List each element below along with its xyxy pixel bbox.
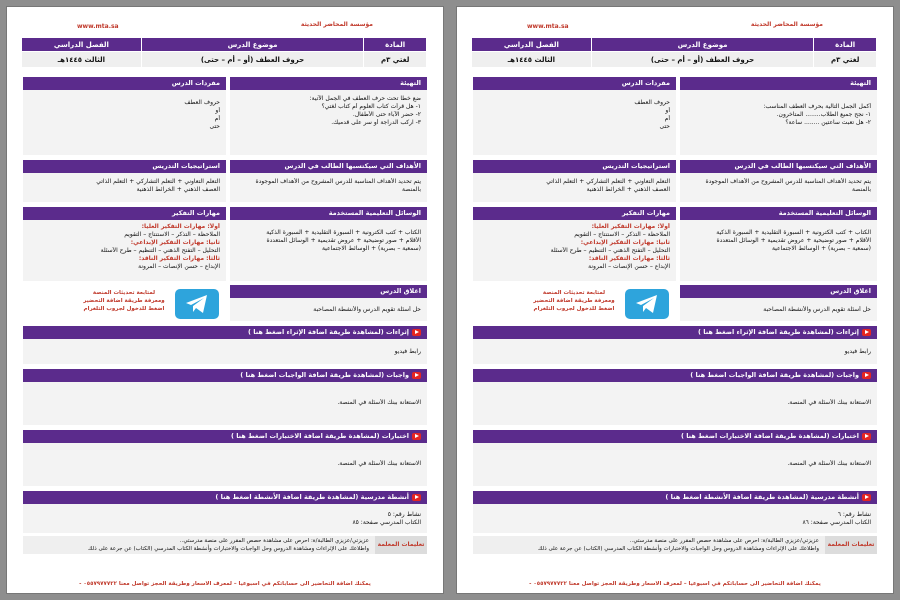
homework-box xyxy=(23,369,427,425)
tamheed-item: ١- هل قرأت كتاب العلوم أم كتاب لغتي؟ xyxy=(321,103,421,110)
tamheed-intro: أكمل الجمل التالية بحرف العطف المناسب: xyxy=(763,103,871,110)
strategies-title: استراتيجيات التدريس xyxy=(473,160,676,173)
aids-line: الكتاب + كتب الكترونية + السبورة التقليدية + السبورة الذكية xyxy=(716,229,871,236)
tamheed-item: ٣- اركب الدراجة أو سر على قدميك. xyxy=(331,119,421,126)
notes-label: تعليمات المعلمة xyxy=(825,536,877,554)
mufradat-item: أو xyxy=(665,107,670,114)
subject-value: لغتي ٣م xyxy=(364,52,427,68)
tamheed-item: ٢- هل تعبت ساعتين ........ ساعة؟ xyxy=(785,119,871,126)
goals-title: الأهداف التي سيكتسبها الطالب في الدرس xyxy=(680,160,877,173)
skills-l3-title: ثالثاً: مهارات التفكير الناقد: xyxy=(138,255,220,262)
aids-line: الأقلام + صور توضيحية + عروض تقديمية + الوسائل المتعددة xyxy=(266,237,421,244)
strategies-line: التعلم التعاوني + التعلم التشاركي + التعلم الذاتي xyxy=(96,178,220,185)
aids-box xyxy=(680,207,877,281)
youtube-icon[interactable] xyxy=(862,372,871,379)
topic-header: موضوع الدرس xyxy=(141,38,364,52)
activities-title[interactable]: أنشطة مدرسية (لمشاهدة طريقة اضافة الأنشطة اضغط هنا ) xyxy=(23,491,427,504)
skills-l2: التحليل – التفتح الذهني – التنظيم – طرح الأسئلة xyxy=(100,247,220,254)
tests-title[interactable]: اختبارات (لمشاهدة طريقة اضافة الاختبارات اضغط هنا ) xyxy=(23,430,427,443)
page-footer: يمكنك اضافة التحاضير الى حساباتكم في اسبوعيا – لمعرف الاسعار وطريقة الحجز تواصل معنا ٠٥٥٧٩٧٧٧٢٢ - xyxy=(79,581,371,587)
mufradat-box xyxy=(473,77,676,155)
tamheed-box xyxy=(230,77,427,155)
tamheed-title: التهيئة xyxy=(680,77,877,90)
tests-box xyxy=(23,430,427,486)
strategies-title: استراتيجيات التدريس xyxy=(23,160,226,173)
enrich-text: رابط فيديو xyxy=(844,348,871,355)
strategies-line: العصف الذهني + الخرائط الذهنية xyxy=(136,186,220,193)
page-header xyxy=(457,11,893,33)
tests-text: الاستعانة ببنك الأسئلة في المنصة. xyxy=(337,460,421,467)
page-footer: يمكنك اضافة التحاضير الى حساباتكم في اسبوعيا – لمعرف الاسعار وطريقة الحجز تواصل معنا ٠٥٥٧٩٧٧٧٢٢ - xyxy=(529,581,821,587)
enrich-box xyxy=(473,326,877,364)
strategies-line: العصف الذهني + الخرائط الذهنية xyxy=(586,186,670,193)
tamheed-item: ٢- حضر الآباء حتى الأطفال. xyxy=(352,111,421,118)
activities-box xyxy=(473,491,877,533)
enrich-title[interactable]: إثراءات (لمشاهدة طريقة اضافة الإثراء اضغط هنا ) xyxy=(23,326,427,339)
youtube-icon[interactable] xyxy=(412,329,421,336)
enrich-title[interactable]: إثراءات (لمشاهدة طريقة اضافة الإثراء اضغط هنا ) xyxy=(473,326,877,339)
org-name: مؤسسة المحاضر الحديثة xyxy=(300,21,373,28)
tests-text: الاستعانة ببنك الأسئلة في المنصة. xyxy=(787,460,871,467)
closing-title: اغلاق الدرس xyxy=(680,285,877,298)
mufradat-item: أو xyxy=(215,107,220,114)
goals-box xyxy=(680,160,877,202)
youtube-icon[interactable] xyxy=(862,433,871,440)
homework-text: الاستعانة ببنك الأسئلة في المنصة. xyxy=(337,399,421,406)
mufradat-item: حروف العطف xyxy=(634,99,670,106)
skills-l1: الملاحظة – التذكر – الاستنتاج – التقويم xyxy=(574,231,670,238)
prep-page-left xyxy=(6,6,444,594)
skills-l1-title: أولاً: مهارات التفكير العليا: xyxy=(591,223,670,230)
skills-l1-title: أولاً: مهارات التفكير العليا: xyxy=(141,223,220,230)
tamheed-title: التهيئة xyxy=(230,77,427,90)
closing-box xyxy=(230,285,427,321)
skills-box xyxy=(23,207,226,281)
mufradat-item: حتى xyxy=(659,123,670,130)
aids-line: (سمعية – بصرية) + الوسائط الاجتماعية xyxy=(321,245,421,252)
goals-text: يتم تحديد الأهداف المناسبة للدرس المشروح من الأهداف الموجودة بالمنصة xyxy=(255,178,421,193)
teacher-notes: تعليمات المعلمة عزيزتي/عزيزي الطالبة/ة: احرص على مشاهدة حصص المقرر على منصة مدرستي.. واطلاعك على الإثراءات ومشاهدة الدروس وحل الواجبات والاختبارات وأنشطة الكتاب المدرسي (الكتاب) عن جرعة على ذلك xyxy=(473,536,877,554)
activities-title[interactable]: أنشطة مدرسية (لمشاهدة طريقة اضافة الأنشطة اضغط هنا ) xyxy=(473,491,877,504)
subject-header: المادة xyxy=(364,38,427,52)
term-header: الفصل الدراسي xyxy=(22,38,142,52)
teacher-notes: تعليمات المعلمة عزيزتي/عزيزي الطالبة/ة: احرص على مشاهدة حصص المقرر على منصة مدرستي.. واطلاعك على الإثراءات ومشاهدة الدروس وحل الواجبات والاختبارات وأنشطة الكتاب المدرسي (الكتاب) عن جرعة على ذلك xyxy=(23,536,427,554)
topic-value: حروف العطف (أو – أم – حتى) xyxy=(141,52,364,68)
enrich-text: رابط فيديو xyxy=(394,348,421,355)
tests-title[interactable]: اختبارات (لمشاهدة طريقة اضافة الاختبارات اضغط هنا ) xyxy=(473,430,877,443)
mufradat-box xyxy=(23,77,226,155)
youtube-icon[interactable] xyxy=(412,494,421,501)
aids-line: الأقلام + صور توضيحية + عروض تقديمية + الوسائل المتعددة xyxy=(716,237,871,244)
youtube-icon[interactable] xyxy=(412,433,421,440)
goals-text: يتم تحديد الأهداف المناسبة للدرس المشروح من الأهداف الموجودة بالمنصة xyxy=(705,178,871,193)
homework-text: الاستعانة ببنك الأسئلة في المنصة. xyxy=(787,399,871,406)
aids-line: (سمعية – بصرية) + الوسائط الاجتماعية xyxy=(771,245,871,252)
tamheed-box xyxy=(680,77,877,155)
site-link[interactable]: www.mta.sa xyxy=(77,23,119,30)
skills-l3: الإبداع – حسن الإنصات – المرونة xyxy=(138,263,220,270)
telegram-promo-text[interactable]: لمتابعة تحديثات المنصة ومعرفة طريقة اضافة التحضير اضغط للدخول لجروب التلغرام xyxy=(533,290,615,312)
aids-line: الكتاب + كتب الكترونية + السبورة التقليدية + السبورة الذكية xyxy=(266,229,421,236)
page-header xyxy=(7,11,443,33)
mufradat-item: أم xyxy=(664,115,670,122)
aids-title: الوسائل التعليمية المستخدمة xyxy=(230,207,427,220)
mufradat-title: مفردات الدرس xyxy=(23,77,226,90)
term-value: الثالث ١٤٤٥هـ xyxy=(472,52,592,68)
site-link[interactable]: www.mta.sa xyxy=(527,23,569,30)
telegram-icon[interactable] xyxy=(175,289,219,319)
mufradat-item: حروف العطف xyxy=(184,99,220,106)
prep-page-right xyxy=(456,6,894,594)
topic-value: حروف العطف (أو – أم – حتى) xyxy=(591,52,814,68)
activity-page: الكتاب المدرسي صفحة: ٨٥ xyxy=(352,519,421,526)
org-name: مؤسسة المحاضر الحديثة xyxy=(750,21,823,28)
telegram-promo-text[interactable]: لمتابعة تحديثات المنصة ومعرفة طريقة اضافة التحضير اضغط للدخول لجروب التلغرام xyxy=(83,290,165,312)
closing-text: حل أسئلة تقويم الدرس والأنشطة المصاحبة xyxy=(313,306,421,313)
lesson-info-table xyxy=(471,37,877,68)
skills-title: مهارات التفكير xyxy=(23,207,226,220)
skills-l1: الملاحظة – التذكر – الاستنتاج – التقويم xyxy=(124,231,220,238)
mufradat-item: أم xyxy=(214,115,220,122)
goals-title: الأهداف التي سيكتسبها الطالب في الدرس xyxy=(230,160,427,173)
goals-box xyxy=(230,160,427,202)
homework-box xyxy=(473,369,877,425)
skills-l2-title: ثانياً: مهارات التفكير الإبداعي: xyxy=(580,239,670,246)
activity-page: الكتاب المدرسي صفحة: ٨٦ xyxy=(802,519,871,526)
youtube-icon[interactable] xyxy=(862,329,871,336)
mufradat-title: مفردات الدرس xyxy=(473,77,676,90)
mufradat-item: حتى xyxy=(209,123,220,130)
skills-l2-title: ثانياً: مهارات التفكير الإبداعي: xyxy=(130,239,220,246)
term-header: الفصل الدراسي xyxy=(472,38,592,52)
skills-box xyxy=(473,207,676,281)
tamheed-item: ١- نجح جميع الطلاب........ المتأخرون. xyxy=(776,111,871,118)
notes-label: تعليمات المعلمة xyxy=(375,536,427,554)
aids-box xyxy=(230,207,427,281)
tamheed-intro: ضع خطاً تحت حرف العطف في الجمل الآتية: xyxy=(309,95,421,102)
activities-box xyxy=(23,491,427,533)
skills-l3: الإبداع – حسن الإنصات – المرونة xyxy=(588,263,670,270)
term-value: الثالث ١٤٤٥هـ xyxy=(22,52,142,68)
closing-box xyxy=(680,285,877,321)
aids-title: الوسائل التعليمية المستخدمة xyxy=(680,207,877,220)
homework-title[interactable]: واجبات (لمشاهدة طريقة اضافة الواجبات اضغط هنا ) xyxy=(473,369,877,382)
subject-value: لغتي ٣م xyxy=(814,52,877,68)
strategies-box xyxy=(23,160,226,202)
enrich-box xyxy=(23,326,427,364)
homework-title[interactable]: واجبات (لمشاهدة طريقة اضافة الواجبات اضغط هنا ) xyxy=(23,369,427,382)
skills-l2: التحليل – التفتح الذهني – التنظيم – طرح الأسئلة xyxy=(550,247,670,254)
activity-number: نشاط رقم: ٥ xyxy=(387,511,421,518)
youtube-icon[interactable] xyxy=(862,494,871,501)
activity-number: نشاط رقم: ٦ xyxy=(837,511,871,518)
strategies-box xyxy=(473,160,676,202)
tests-box xyxy=(473,430,877,486)
strategies-line: التعلم التعاوني + التعلم التشاركي + التعلم الذاتي xyxy=(546,178,670,185)
lesson-info-table xyxy=(21,37,427,68)
closing-title: اغلاق الدرس xyxy=(230,285,427,298)
topic-header: موضوع الدرس xyxy=(591,38,814,52)
skills-title: مهارات التفكير xyxy=(473,207,676,220)
youtube-icon[interactable] xyxy=(412,372,421,379)
telegram-icon[interactable] xyxy=(625,289,669,319)
skills-l3-title: ثالثاً: مهارات التفكير الناقد: xyxy=(588,255,670,262)
closing-text: حل أسئلة تقويم الدرس والأنشطة المصاحبة xyxy=(763,306,871,313)
subject-header: المادة xyxy=(814,38,877,52)
